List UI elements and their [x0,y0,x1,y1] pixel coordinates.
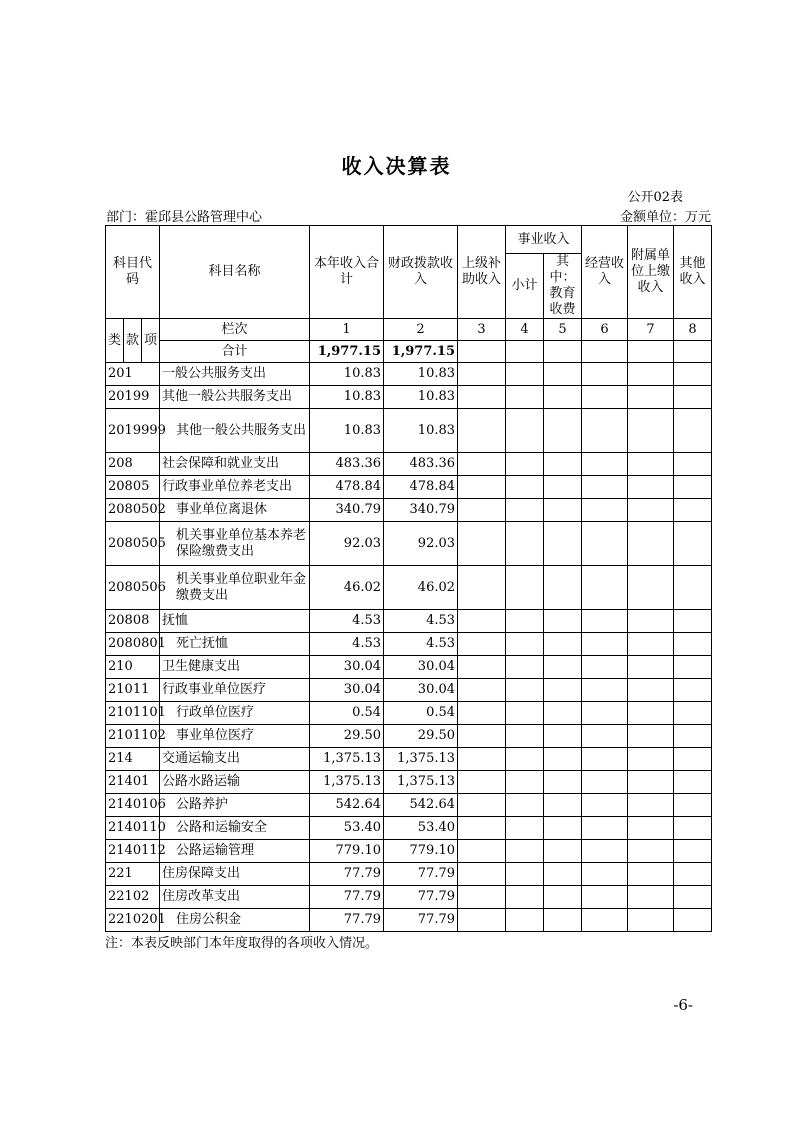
page-number: -6- [673,996,693,1014]
empty-cell [544,702,582,725]
income-table [105,225,712,932]
annual-income-total: 46.02 [310,566,384,610]
annual-income-total: 30.04 [310,679,384,702]
subject-name: 事业单位离退休 [160,499,310,522]
annual-income-total: 92.03 [310,522,384,566]
fiscal-appropriation: 53.40 [384,817,458,840]
empty-cell [544,817,582,840]
empty-cell [544,409,582,453]
subject-code: 2080502 [106,499,160,522]
empty-cell [582,566,628,610]
subject-name: 交通运输支出 [160,748,310,771]
table-row [106,748,712,771]
empty-cell [506,633,544,656]
empty-cell [544,566,582,610]
annual-income-total: 542.64 [310,794,384,817]
table-row [106,610,712,633]
fiscal-appropriation: 77.79 [384,909,458,932]
subject-code: 2210201 [106,909,160,932]
fiscal-appropriation: 542.64 [384,794,458,817]
table-row [106,656,712,679]
subject-name: 公路和运输安全 [160,817,310,840]
empty-cell [582,409,628,453]
header-name: 科目名称 [160,226,310,319]
annual-income-total: 10.83 [310,386,384,409]
empty-cell [544,453,582,476]
empty-cell [674,909,712,932]
empty-cell [458,522,506,566]
table-row [106,633,712,656]
col-number: 8 [674,319,712,341]
fiscal-appropriation: 4.53 [384,633,458,656]
header-xiang: 项 [142,319,160,363]
empty-cell [506,566,544,610]
empty-cell [506,748,544,771]
empty-cell [506,499,544,522]
subject-name: 机关事业单位职业年金缴费支出 [160,566,310,610]
empty-cell [544,771,582,794]
table-row [106,499,712,522]
empty-cell [506,840,544,863]
empty-cell [544,748,582,771]
empty-cell [458,725,506,748]
empty-cell [674,725,712,748]
subject-code: 2140110 [106,817,160,840]
annual-income-total: 10.83 [310,409,384,453]
total-amount: 1,977.15 [310,341,384,363]
fiscal-appropriation: 46.02 [384,566,458,610]
fiscal-appropriation: 1,375.13 [384,748,458,771]
empty-cell [628,840,674,863]
empty-cell [674,656,712,679]
total-row [106,341,712,363]
subject-code: 2140112 [106,840,160,863]
empty-cell [582,702,628,725]
header-kuan: 款 [124,319,142,363]
header-business-income: 事业收入 [506,226,582,254]
empty-cell [544,386,582,409]
table-row [106,794,712,817]
annual-income-total: 77.79 [310,886,384,909]
empty-cell [544,840,582,863]
empty-cell [544,633,582,656]
empty-cell [458,610,506,633]
table-row [106,840,712,863]
table-row [106,725,712,748]
subject-name: 行政单位医疗 [160,702,310,725]
empty-cell [544,794,582,817]
empty-cell [628,341,674,363]
empty-cell [544,341,582,363]
empty-cell [628,886,674,909]
empty-cell [628,476,674,499]
subject-code: 2080505 [106,522,160,566]
empty-cell [628,409,674,453]
subject-code: 2101101 [106,702,160,725]
subject-code: 2140106 [106,794,160,817]
subject-code: 22102 [106,886,160,909]
empty-cell [544,522,582,566]
empty-cell [458,702,506,725]
table-row [106,771,712,794]
empty-cell [506,817,544,840]
empty-cell [544,909,582,932]
empty-cell [458,633,506,656]
subject-name: 其他一般公共服务支出 [160,386,310,409]
header-row-1 [106,226,712,254]
subject-code: 221 [106,863,160,886]
empty-cell [458,771,506,794]
subject-name: 住房改革支出 [160,886,310,909]
empty-cell [674,453,712,476]
col-number: 1 [310,319,384,341]
subject-name: 社会保障和就业支出 [160,453,310,476]
empty-cell [582,522,628,566]
empty-cell [506,656,544,679]
empty-cell [674,771,712,794]
empty-cell [582,748,628,771]
fiscal-appropriation: 478.84 [384,476,458,499]
subject-code: 21401 [106,771,160,794]
empty-cell [582,863,628,886]
annual-income-total: 77.79 [310,863,384,886]
header-subtotal: 小计 [506,254,544,319]
empty-cell [544,725,582,748]
empty-cell [628,817,674,840]
table-note: 注：本表反映部门本年度取得的各项收入情况。 [105,936,379,951]
empty-cell [458,886,506,909]
header-education: 其中：教育收费 [544,254,582,319]
empty-cell [582,679,628,702]
subject-name: 抚恤 [160,610,310,633]
table-row [106,886,712,909]
empty-cell [458,794,506,817]
col-number: 5 [544,319,582,341]
subject-name: 住房公积金 [160,909,310,932]
empty-cell [674,633,712,656]
table-body [106,226,712,932]
fiscal-appropriation: 340.79 [384,499,458,522]
empty-cell [674,702,712,725]
fiscal-appropriation: 10.83 [384,409,458,453]
empty-cell [458,566,506,610]
subject-name: 卫生健康支出 [160,656,310,679]
empty-cell [674,610,712,633]
empty-cell [458,840,506,863]
empty-cell [628,702,674,725]
column-number-row [106,319,712,341]
table-row [106,679,712,702]
empty-cell [674,386,712,409]
empty-cell [458,909,506,932]
empty-cell [628,794,674,817]
header-operating: 经营收入 [582,226,628,319]
empty-cell [628,656,674,679]
empty-cell [506,341,544,363]
empty-cell [674,679,712,702]
header-lanci: 栏次 [160,319,310,341]
empty-cell [582,909,628,932]
fiscal-appropriation: 483.36 [384,453,458,476]
col-number: 7 [628,319,674,341]
empty-cell [506,386,544,409]
empty-cell [458,341,506,363]
table-row [106,386,712,409]
subject-code: 208 [106,453,160,476]
total-label: 合计 [160,341,310,363]
empty-cell [628,679,674,702]
empty-cell [544,476,582,499]
fiscal-appropriation: 10.83 [384,363,458,386]
empty-cell [628,863,674,886]
subject-name: 其他一般公共服务支出 [160,409,310,453]
subject-name: 死亡抚恤 [160,633,310,656]
fiscal-appropriation: 30.04 [384,679,458,702]
annual-income-total: 4.53 [310,610,384,633]
page-title: 收入决算表 [341,154,452,178]
empty-cell [458,679,506,702]
table-row [106,409,712,453]
annual-income-total: 29.50 [310,725,384,748]
empty-cell [458,656,506,679]
empty-cell [506,771,544,794]
department-label: 部门：霍邱县公路管理中心 [106,210,263,225]
table-row [106,522,712,566]
empty-cell [674,341,712,363]
empty-cell [458,453,506,476]
empty-cell [674,363,712,386]
empty-cell [674,794,712,817]
empty-cell [506,409,544,453]
table-row [106,453,712,476]
subject-name: 事业单位医疗 [160,725,310,748]
subject-code: 20805 [106,476,160,499]
empty-cell [674,863,712,886]
empty-cell [628,522,674,566]
empty-cell [506,363,544,386]
header-affiliated: 附属单位上缴收入 [628,226,674,319]
empty-cell [628,386,674,409]
col-number: 6 [582,319,628,341]
empty-cell [628,363,674,386]
annual-income-total: 4.53 [310,633,384,656]
empty-cell [544,499,582,522]
table-row [106,817,712,840]
empty-cell [582,771,628,794]
annual-income-total: 483.36 [310,453,384,476]
subject-code: 2080801 [106,633,160,656]
table-row [106,909,712,932]
empty-cell [506,725,544,748]
empty-cell [582,794,628,817]
table-row [106,702,712,725]
col-number: 3 [458,319,506,341]
empty-cell [582,656,628,679]
empty-cell [674,566,712,610]
amount-unit-label: 金额单位：万元 [619,210,711,225]
fiscal-appropriation: 4.53 [384,610,458,633]
empty-cell [628,499,674,522]
fiscal-appropriation: 92.03 [384,522,458,566]
header-lei: 类 [106,319,124,363]
subject-code: 201 [106,363,160,386]
empty-cell [582,725,628,748]
empty-cell [628,909,674,932]
empty-cell [628,748,674,771]
table-row [106,363,712,386]
empty-cell [458,386,506,409]
annual-income-total: 0.54 [310,702,384,725]
empty-cell [582,633,628,656]
empty-cell [582,341,628,363]
subject-name: 公路运输管理 [160,840,310,863]
empty-cell [544,610,582,633]
empty-cell [674,817,712,840]
subject-name: 公路水路运输 [160,771,310,794]
empty-cell [582,817,628,840]
subject-name: 公路养护 [160,794,310,817]
subject-name: 行政事业单位养老支出 [160,476,310,499]
empty-cell [582,476,628,499]
annual-income-total: 30.04 [310,656,384,679]
fiscal-appropriation: 30.04 [384,656,458,679]
annual-income-total: 10.83 [310,363,384,386]
total-fiscal: 1,977.15 [384,341,458,363]
empty-cell [674,409,712,453]
header-superior: 上级补助收入 [458,226,506,319]
empty-cell [458,863,506,886]
empty-cell [674,748,712,771]
empty-cell [458,748,506,771]
empty-cell [674,499,712,522]
empty-cell [506,909,544,932]
fiscal-appropriation: 1,375.13 [384,771,458,794]
empty-cell [506,702,544,725]
subject-name: 住房保障支出 [160,863,310,886]
empty-cell [674,886,712,909]
annual-income-total: 478.84 [310,476,384,499]
empty-cell [582,840,628,863]
empty-cell [582,499,628,522]
empty-cell [674,522,712,566]
empty-cell [628,566,674,610]
annual-income-total: 53.40 [310,817,384,840]
empty-cell [458,476,506,499]
subject-code: 214 [106,748,160,771]
subject-name: 机关事业单位基本养老保险缴费支出 [160,522,310,566]
subject-code: 20199 [106,386,160,409]
annual-income-total: 77.79 [310,909,384,932]
col-number: 4 [506,319,544,341]
subject-name: 一般公共服务支出 [160,363,310,386]
empty-cell [674,840,712,863]
subject-code: 20808 [106,610,160,633]
fiscal-appropriation: 77.79 [384,886,458,909]
empty-cell [628,633,674,656]
annual-income-total: 1,375.13 [310,748,384,771]
subject-code: 2080506 [106,566,160,610]
empty-cell [458,817,506,840]
empty-cell [506,886,544,909]
annual-income-total: 1,375.13 [310,771,384,794]
header-total: 本年收入合计 [310,226,384,319]
empty-cell [458,363,506,386]
fiscal-appropriation: 77.79 [384,863,458,886]
subject-name: 行政事业单位医疗 [160,679,310,702]
annual-income-total: 340.79 [310,499,384,522]
subject-code: 2019999 [106,409,160,453]
subject-code: 21011 [106,679,160,702]
empty-cell [506,794,544,817]
empty-cell [506,453,544,476]
fiscal-appropriation: 10.83 [384,386,458,409]
empty-cell [582,363,628,386]
empty-cell [628,771,674,794]
empty-cell [458,499,506,522]
empty-cell [582,386,628,409]
empty-cell [544,363,582,386]
empty-cell [506,679,544,702]
empty-cell [544,656,582,679]
empty-cell [582,610,628,633]
empty-cell [506,863,544,886]
empty-cell [544,679,582,702]
header-other: 其他收入 [674,226,712,319]
annual-income-total: 779.10 [310,840,384,863]
empty-cell [628,453,674,476]
empty-cell [628,610,674,633]
empty-cell [544,886,582,909]
table-row [106,476,712,499]
empty-cell [674,476,712,499]
fiscal-appropriation: 0.54 [384,702,458,725]
empty-cell [506,610,544,633]
col-number: 2 [384,319,458,341]
table-row [106,566,712,610]
subject-code: 2101102 [106,725,160,748]
empty-cell [582,886,628,909]
empty-cell [544,863,582,886]
header-code: 科目代码 [106,226,160,319]
empty-cell [506,476,544,499]
form-number: 公开02表 [627,190,683,205]
header-fiscal: 财政拨款收入 [384,226,458,319]
fiscal-appropriation: 29.50 [384,725,458,748]
subject-code: 210 [106,656,160,679]
empty-cell [628,725,674,748]
fiscal-appropriation: 779.10 [384,840,458,863]
empty-cell [582,453,628,476]
empty-cell [506,522,544,566]
empty-cell [458,409,506,453]
table-row [106,863,712,886]
